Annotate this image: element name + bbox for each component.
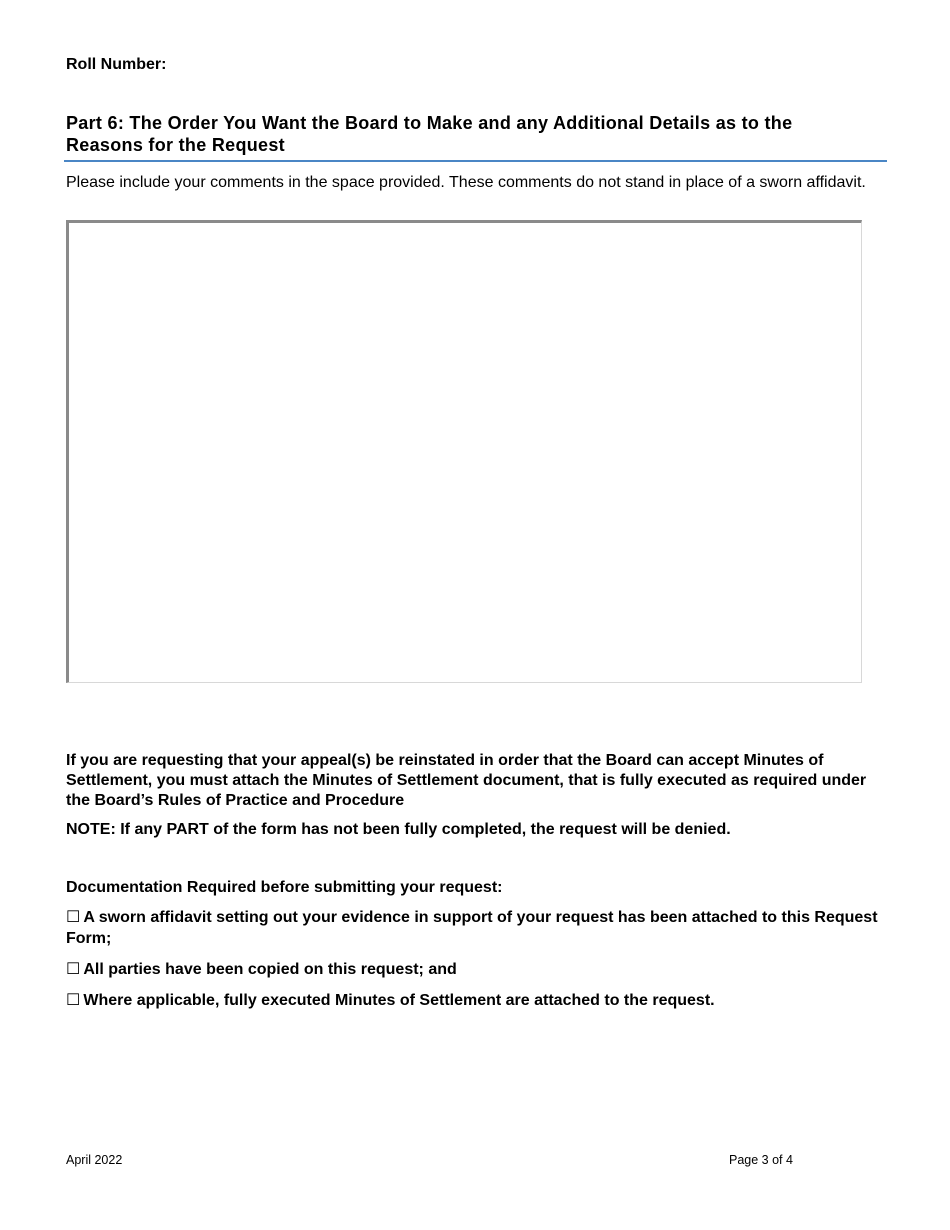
checklist-item-parties-copied — [66, 959, 886, 980]
part-6-title: Part 6: The Order You Want the Board to Make and any Additional Details as to the Reasons for the Request — [66, 113, 793, 155]
checklist-item-affidavit — [66, 907, 886, 949]
footer-date: April 2022 — [66, 1153, 123, 1167]
roll-number-label: Roll Number: — [66, 56, 167, 73]
checklist-label-minutes-attached: Where applicable, fully executed Minutes of Settlement are attached to the request. — [83, 992, 715, 1009]
checklist-label-parties-copied: All parties have been copied on this request; and — [83, 961, 457, 978]
documentation-heading: Documentation Required before submitting your request: — [66, 879, 503, 896]
note-paragraph: NOTE: If any PART of the form has not been fully completed, the request will be denied. — [66, 821, 731, 838]
reinstatement-paragraph: If you are requesting that your appeal(s) be reinstated in order that the Board can accept Minutes of Settlement, you must attach the Minutes of Settlement document, that is fully executed as required under the Board’s Rules of Practice and Procedure — [66, 752, 867, 809]
checkbox-affidavit[interactable]: ☐ — [66, 909, 81, 926]
checkbox-minutes-attached[interactable]: ☐ — [66, 992, 81, 1009]
comments-textarea[interactable] — [66, 220, 862, 683]
checkbox-parties-copied[interactable]: ☐ — [66, 961, 81, 978]
footer-page-number: Page 3 of 4 — [729, 1153, 793, 1167]
checklist-item-minutes-attached — [66, 990, 886, 1011]
title-divider — [64, 160, 887, 162]
checklist-label-affidavit: A sworn affidavit setting out your evidence in support of your request has been attached to this Request Form; — [66, 909, 878, 947]
comments-instructions: Please include your comments in the space provided. These comments do not stand in place of a sworn affidavit. — [66, 174, 866, 191]
